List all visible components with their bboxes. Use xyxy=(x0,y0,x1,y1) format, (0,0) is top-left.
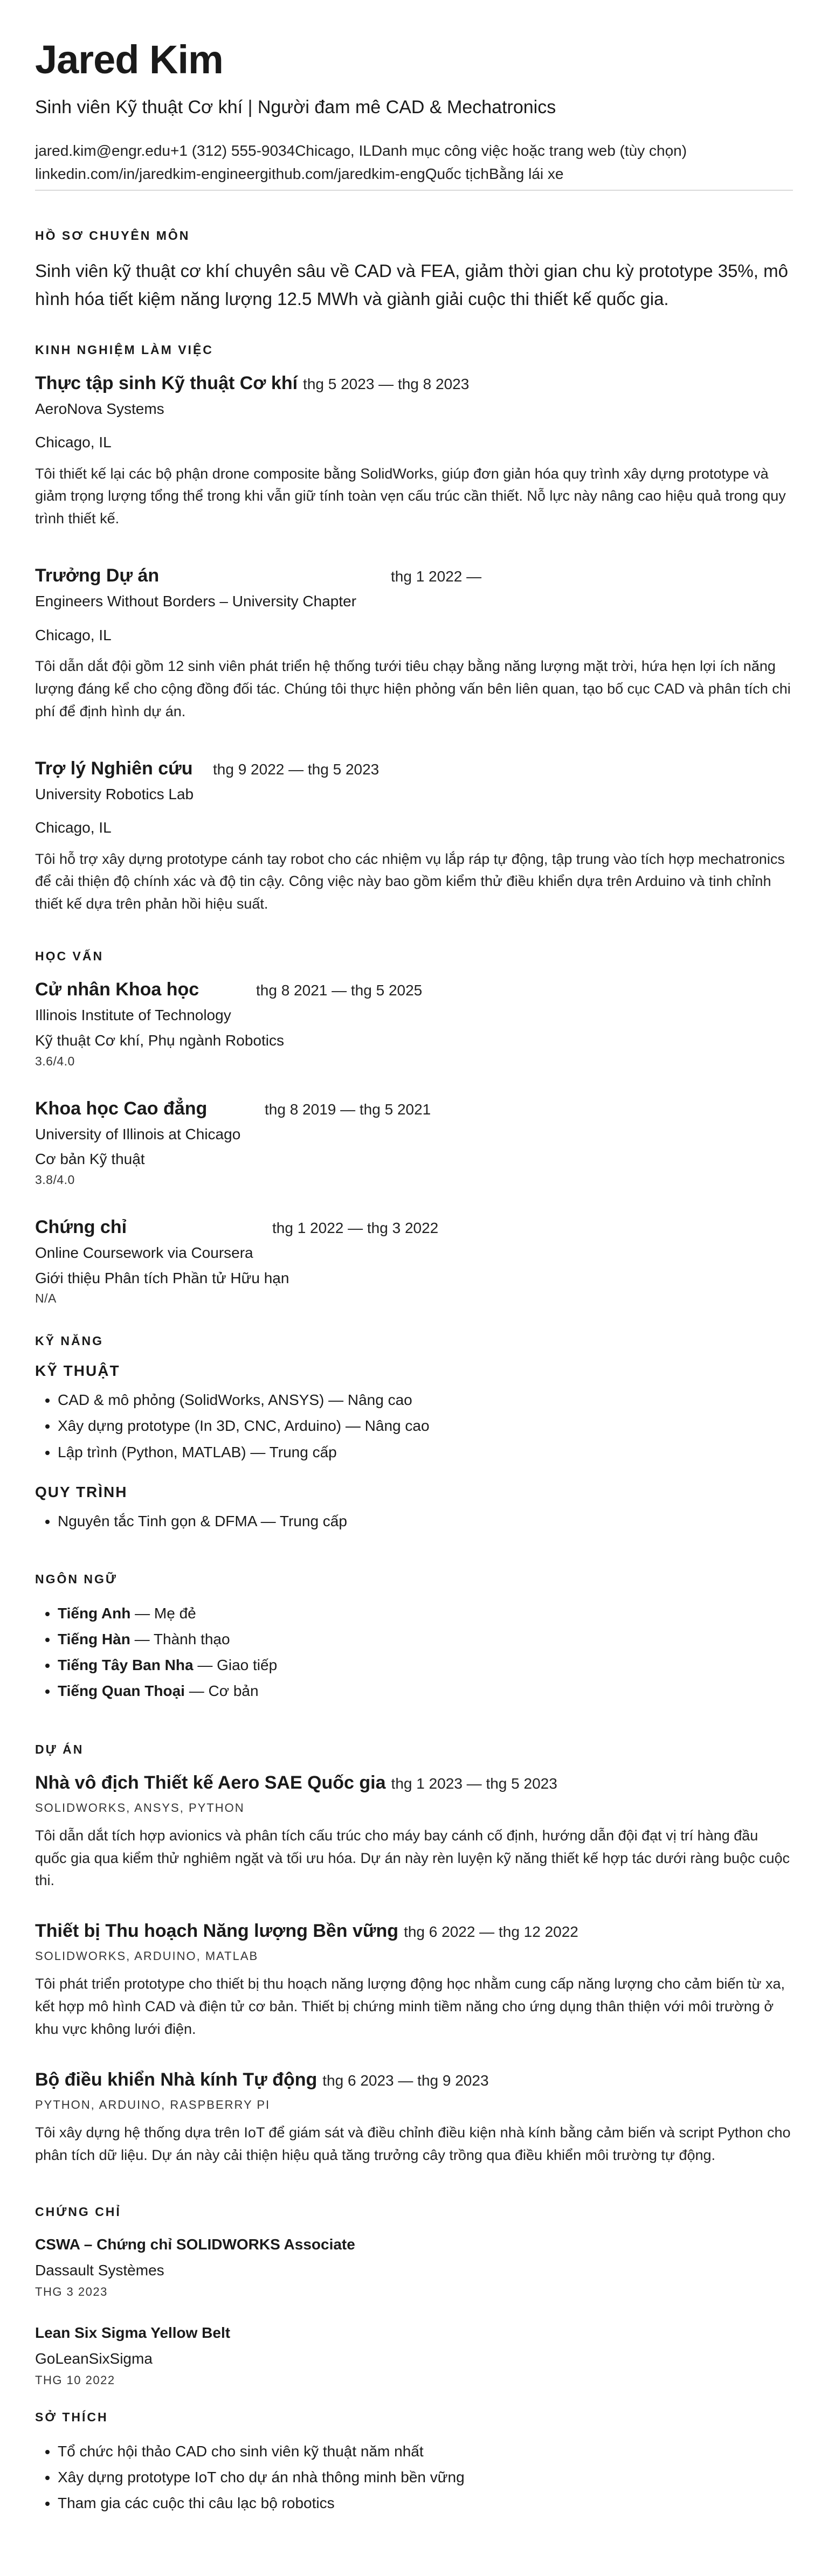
skill-list xyxy=(35,1387,793,1465)
job-description: Tôi hỗ trợ xây dựng prototype cánh tay robot cho các nhiệm vụ lắp ráp tự động, tập trung vào tích hợp mechatronics để cải thiện độ chính xác và độ tin cậy. Công việc này bao gồm kiểm thử điều khiển dựa trên Arduino và tinh chỉnh thiết kế dựa trên phản hồi hiệu suất. xyxy=(35,850,785,912)
skill-group-title: KỸ THUẬT xyxy=(35,1362,120,1380)
project-tech: SOLIDWORKS, ARDUINO, MATLAB xyxy=(35,1949,259,1963)
language-name: Tiếng Quan Thoại xyxy=(58,1682,185,1700)
field-of-study: Kỹ thuật Cơ khí, Phụ ngành Robotics xyxy=(35,1031,284,1049)
profile-section-title: HỒ SƠ CHUYÊN MÔN xyxy=(35,228,190,243)
interest-item: • Xây dựng prototype IoT cho dự án nhà thông minh bền vững xyxy=(58,2464,793,2490)
interests-list xyxy=(35,2439,793,2516)
skill-item: • Xây dựng prototype (In 3D, CNC, Arduino) — Nâng cao xyxy=(58,1413,793,1439)
location: Chicago, IL xyxy=(295,142,371,159)
phone-number: +1 (312) 555-9034 xyxy=(170,142,295,159)
language-item xyxy=(58,1678,793,1704)
field-of-study: Cơ bản Kỹ thuật xyxy=(35,1151,145,1168)
skill-group-title: QUY TRÌNH xyxy=(35,1483,128,1500)
interests-section-title: SỞ THÍCH xyxy=(35,2409,108,2424)
project-name: Nhà vô địch Thiết kế Aero SAE Quốc gia xyxy=(35,1772,386,1793)
job-company: AeroNova Systems xyxy=(35,400,164,417)
skill-item: • Nguyên tắc Tinh gọn & DFMA — Trung cấp xyxy=(58,1508,793,1534)
project-description: Tôi dẫn dắt tích hợp avionics và phân tích cấu trúc cho máy bay cánh cố định, hướng dẫn đội đạt vị trí hàng đầu quốc gia qua kiểm thử nghiêm ngặt và tối ưu hóa. Dự án này rèn luyện kỹ năng thiết kế hợp tác dưới ràng buộc cuộc thi. xyxy=(35,1827,790,1889)
certification-name: CSWA – Chứng chỉ SOLIDWORKS Associate xyxy=(35,2235,355,2253)
project-name: Thiết bị Thu hoạch Năng lượng Bền vững xyxy=(35,1921,399,1942)
language-item xyxy=(58,1652,793,1678)
portfolio-placeholder: Danh mục công việc hoặc trang web (tùy chọn) xyxy=(371,142,687,159)
job-title: Trưởng Dự án xyxy=(35,565,160,586)
profile-summary: Sinh viên kỹ thuật cơ khí chuyên sâu về CAD và FEA, giảm thời gian chu kỳ prototype 35%, mô hình hóa tiết kiệm năng lượng 12.5 MWh và giành giải cuộc thi thiết kế quốc gia. xyxy=(35,261,788,309)
education-item xyxy=(35,978,793,1068)
github-link[interactable]: github.com/jaredkim-eng xyxy=(260,165,425,182)
degree-title: Khoa học Cao đẳng xyxy=(35,1098,208,1119)
project-tech: SOLIDWORKS, ANSYS, PYTHON xyxy=(35,1801,245,1815)
interest-item: • Tham gia các cuộc thi câu lạc bộ robotics xyxy=(58,2490,793,2516)
skill-item: • CAD & mô phỏng (SolidWorks, ANSYS) — Nâng cao xyxy=(58,1387,793,1413)
project-description: Tôi xây dựng hệ thống dựa trên IoT để giám sát và điều chỉnh điều kiện nhà kính bằng cảm biến và script Python cho phân tích dữ liệu. Dự án này cải thiện hiệu quả tăng trưởng cây trồng qua điều khiển môi trường tự động. xyxy=(35,2124,791,2163)
experience-item xyxy=(35,757,793,916)
skill-list xyxy=(35,1508,793,1534)
gpa: 3.6/4.0 xyxy=(35,1054,75,1068)
school-name: Online Coursework via Coursera xyxy=(35,1244,253,1262)
experience-item xyxy=(35,564,793,723)
education-item xyxy=(35,1097,793,1187)
candidate-tagline: Sinh viên Kỹ thuật Cơ khí | Người đam mê CAD & Mechatronics xyxy=(35,97,556,118)
job-dates: thg 1 2022 — xyxy=(391,568,482,585)
skill-item: • Lập trình (Python, MATLAB) — Trung cấp xyxy=(58,1439,793,1465)
language-name: Tiếng Anh xyxy=(58,1604,131,1622)
project-description: Tôi phát triển prototype cho thiết bị thu hoạch năng lượng động học nhằm cung cấp năng lượng cho cảm biến từ xa, kết hợp mô hình CAD và điện tử cơ bản. Thiết bị chứng minh tiềm năng cho ứng dụng thân thiện với môi trường ở khu vực không lưới điện. xyxy=(35,1976,785,2038)
job-description: Tôi thiết kế lại các bộ phận drone composite bằng SolidWorks, giúp đơn giản hóa quy trình xây dựng prototype và giảm trọng lượng tổng thể trong khi vẫn giữ tính toàn vẹn cấu trúc cần thiết. Nỗ lực này nâng cao hiệu quả trong quy trình thiết kế. xyxy=(35,465,786,527)
certification-item xyxy=(35,2233,793,2299)
project-tech: PYTHON, ARDUINO, RASPBERRY PI xyxy=(35,2098,271,2112)
education-section-title: HỌC VẤN xyxy=(35,949,104,964)
education-dates: thg 8 2021 — thg 5 2025 xyxy=(256,982,423,999)
certification-date: THG 10 2022 xyxy=(35,2373,115,2387)
job-dates: thg 5 2023 — thg 8 2023 xyxy=(303,375,470,392)
education-dates: thg 8 2019 — thg 5 2021 xyxy=(265,1100,431,1118)
certification-issuer: Dassault Systèmes xyxy=(35,2261,164,2279)
certification-date: THG 3 2023 xyxy=(35,2284,108,2298)
school-name: Illinois Institute of Technology xyxy=(35,1007,231,1024)
job-location: Chicago, IL xyxy=(35,434,112,451)
header-divider xyxy=(35,190,793,191)
gpa: 3.8/4.0 xyxy=(35,1172,75,1187)
education-item xyxy=(35,1215,793,1306)
skills-section-title: KỸ NĂNG xyxy=(35,1334,104,1348)
project-name: Bộ điều khiển Nhà kính Tự động xyxy=(35,2069,318,2090)
driving-license-placeholder: Bằng lái xe xyxy=(488,165,564,182)
job-company: Engineers Without Borders – University Chapter xyxy=(35,593,357,610)
project-item xyxy=(35,1771,793,1893)
degree-title: Cử nhân Khoa học xyxy=(35,979,199,1000)
language-level: — Giao tiếp xyxy=(193,1657,278,1674)
certification-issuer: GoLeanSixSigma xyxy=(35,2350,153,2367)
language-level: — Cơ bản xyxy=(184,1682,259,1700)
certification-item xyxy=(35,2322,793,2387)
language-item xyxy=(58,1626,793,1652)
contact-line-2 xyxy=(35,162,793,185)
job-title: Trợ lý Nghiên cứu xyxy=(35,758,193,779)
email-link[interactable]: jared.kim@engr.edu xyxy=(35,142,171,159)
language-name: Tiếng Tây Ban Nha xyxy=(58,1657,194,1674)
job-description: Tôi dẫn dắt đội gồm 12 sinh viên phát triển hệ thống tưới tiêu chạy bằng năng lượng mặt trời, hứa hẹn lợi ích năng lượng đáng kể cho cộng đồng đối tác. Chúng tôi thực hiện phỏng vấn bên liên quan, tạo bố cục CAD và phân tích chi phí để định hình dự án. xyxy=(35,658,791,719)
contact-info xyxy=(35,139,793,186)
job-dates: thg 9 2022 — thg 5 2023 xyxy=(213,760,380,778)
job-company: University Robotics Lab xyxy=(35,785,194,802)
job-title: Thực tập sinh Kỹ thuật Cơ khí xyxy=(35,372,298,393)
school-name: University of Illinois at Chicago xyxy=(35,1125,241,1142)
project-dates: thg 6 2023 — thg 9 2023 xyxy=(322,2072,489,2089)
contact-line-1 xyxy=(35,139,793,162)
language-level: — Thành thạo xyxy=(130,1631,230,1648)
certifications-section-title: CHỨNG CHỈ xyxy=(35,2204,121,2219)
nationality-placeholder: Quốc tịch xyxy=(425,165,489,182)
project-dates: thg 6 2022 — thg 12 2022 xyxy=(404,1923,578,1941)
languages-section-title: NGÔN NGỮ xyxy=(35,1571,118,1586)
linkedin-link[interactable]: linkedin.com/in/jaredkim-engineer xyxy=(35,165,260,182)
experience-item xyxy=(35,371,793,531)
field-of-study: Giới thiệu Phân tích Phần tử Hữu hạn xyxy=(35,1269,289,1286)
interest-item: • Tổ chức hội thảo CAD cho sinh viên kỹ thuật năm nhất xyxy=(58,2439,793,2464)
language-item xyxy=(58,1601,793,1626)
projects-section-title: DỰ ÁN xyxy=(35,1742,84,1756)
language-list xyxy=(35,1601,793,1705)
project-item xyxy=(35,2068,793,2167)
candidate-name: Jared Kim xyxy=(35,37,223,82)
job-location: Chicago, IL xyxy=(35,626,112,643)
job-location: Chicago, IL xyxy=(35,819,112,836)
language-level: — Mẹ đẻ xyxy=(130,1604,196,1622)
project-dates: thg 1 2023 — thg 5 2023 xyxy=(391,1775,557,1792)
gpa: N/A xyxy=(35,1291,57,1306)
language-name: Tiếng Hàn xyxy=(58,1631,130,1648)
project-item xyxy=(35,1919,793,2041)
certification-name: Lean Six Sigma Yellow Belt xyxy=(35,2324,231,2341)
experience-section-title: KINH NGHIỆM LÀM VIỆC xyxy=(35,342,213,357)
degree-title: Chứng chỉ xyxy=(35,1216,127,1237)
education-dates: thg 1 2022 — thg 3 2022 xyxy=(272,1219,439,1236)
